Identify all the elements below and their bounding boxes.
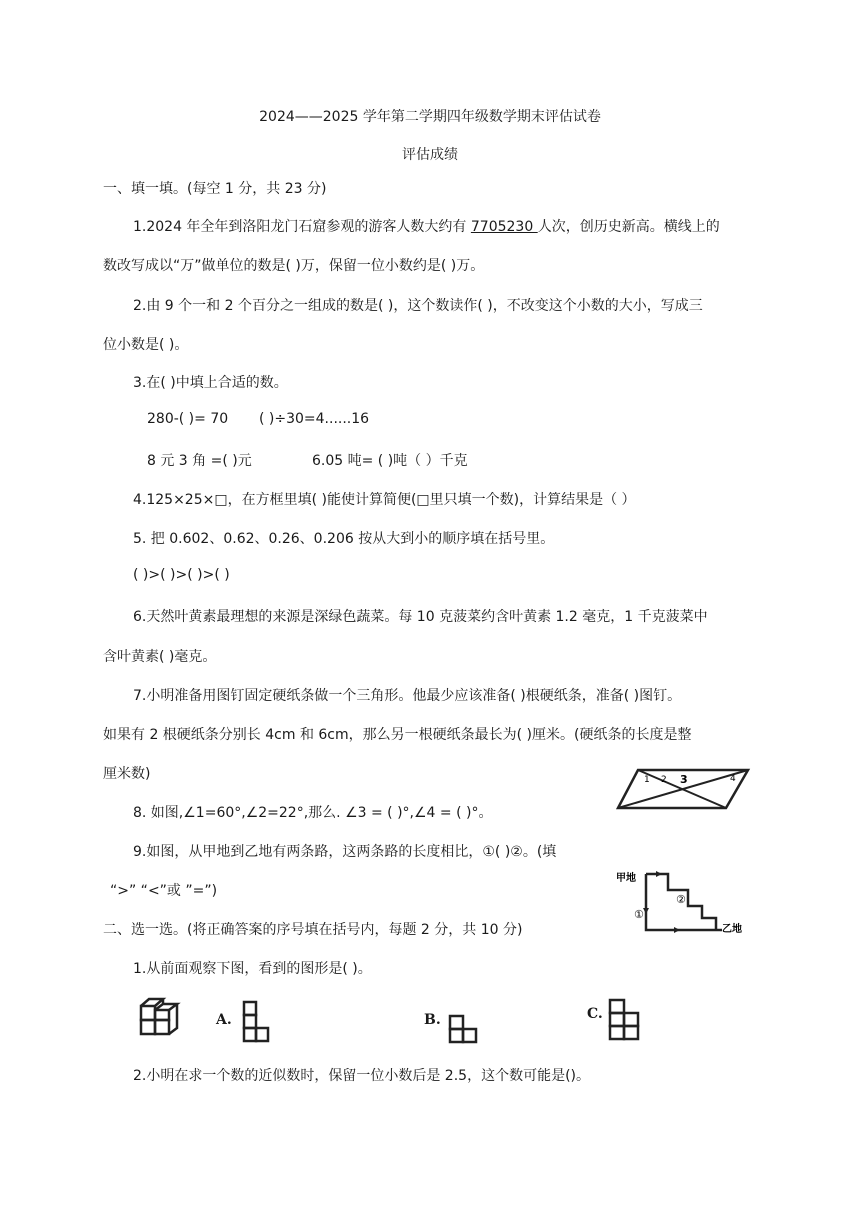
- path-1-label: ①: [634, 908, 644, 921]
- question-3-item-c: 8 元 3 角 =( )元: [147, 453, 252, 469]
- figure-angle-label-1: 1: [644, 775, 650, 785]
- start-location-label: 甲地: [616, 873, 636, 884]
- parallelogram-figure: [612, 765, 754, 813]
- option-c-figure: [608, 998, 640, 1042]
- option-b-figure: [448, 1014, 478, 1044]
- option-a-label: A.: [216, 1012, 232, 1028]
- question-1-line2: 数改写成以“万”做单位的数是( )万，保留一位小数约是( )万。: [103, 258, 485, 274]
- section1-heading: 一、填一填。(每空 1 分，共 23 分): [103, 181, 327, 197]
- route-map-figure: [616, 866, 750, 936]
- question-9-line1: 9.如图，从甲地到乙地有两条路，这两条路的长度相比，①( )②。(填: [133, 844, 557, 860]
- question-3-item-a: 280-( )= 70: [147, 411, 229, 427]
- page-title: 2024——2025 学年第二学期四年级数学期末评估试卷: [259, 109, 601, 125]
- question-3-item-d: 6.05 吨= ( )吨（ ）千克: [312, 453, 468, 469]
- question-3-line1: 3.在( )中填上合适的数。: [133, 375, 288, 391]
- question-1-line1: [133, 216, 720, 236]
- end-location-label: 乙地: [722, 924, 742, 935]
- question-6-line1: 6.天然叶黄素最理想的来源是深绿色蔬菜。每 10 克菠菜约含叶黄素 1.2 毫克，1 千克菠菜中: [133, 609, 708, 625]
- option-a-figure: [242, 1000, 270, 1044]
- question-1-text-a: 1.2024 年全年到洛阳龙门石窟参观的游客人数大约有: [133, 219, 471, 235]
- page-subtitle: 评估成绩: [402, 147, 458, 163]
- question-9-line2: “>” “<”或 ”=”): [110, 883, 218, 899]
- question-4: 4.125×25×□，在方框里填( )能使计算简便(□里只填一个数)，计算结果是（ ）: [133, 492, 636, 508]
- question-7-line2: 如果有 2 根硬纸条分别长 4cm 和 6cm，那么另一根硬纸条最长为( )厘米。(硬纸条的长度是整: [103, 727, 692, 743]
- question-7-line3: 厘米数): [103, 766, 151, 782]
- section2-question-1: 1.从前面观察下图，看到的图形是( )。: [133, 961, 372, 977]
- question-3-item-b: ( )÷30=4......16: [259, 411, 370, 427]
- cube-stack-figure: [139, 996, 185, 1042]
- path-2-label: ②: [676, 893, 686, 906]
- question-7-line1: 7.小明准备用图钉固定硬纸条做一个三角形。他最少应该准备( )根硬纸条，准备( )图钉。: [133, 688, 682, 704]
- question-6-line2: 含叶黄素( )毫克。: [103, 649, 217, 665]
- question-2-line1: 2.由 9 个一和 2 个百分之一组成的数是( )，这个数读作( )，不改变这个小数的大小，写成三: [133, 298, 703, 314]
- question-1-underlined-number: 7705230: [470, 219, 538, 235]
- section2-question-2: 2.小明在求一个数的近似数时，保留一位小数后是 2.5，这个数可能是()。: [133, 1068, 590, 1084]
- question-8: 8. 如图,∠1=60°,∠2=22°,那么. ∠3 = ( )°,∠4 = ( )°。: [133, 805, 493, 821]
- question-5-line1: 5. 把 0.602、0.62、0.26、0.206 按从大到小的顺序填在括号里。: [133, 531, 555, 547]
- question-5-line2: ( )>( )>( )>( ): [133, 567, 230, 583]
- option-c-label: C.: [587, 1006, 603, 1022]
- figure-angle-label-4: 4: [730, 774, 736, 784]
- question-2-line2: 位小数是( )。: [103, 337, 189, 353]
- option-b-label: B.: [424, 1012, 441, 1028]
- figure-angle-label-3: 3: [680, 773, 688, 786]
- question-1-text-b: 人次，创历史新高。横线上的: [537, 219, 720, 235]
- section2-heading: 二、选一选。(将正确答案的序号填在括号内，每题 2 分，共 10 分): [103, 922, 523, 938]
- figure-angle-label-2: 2: [661, 775, 667, 785]
